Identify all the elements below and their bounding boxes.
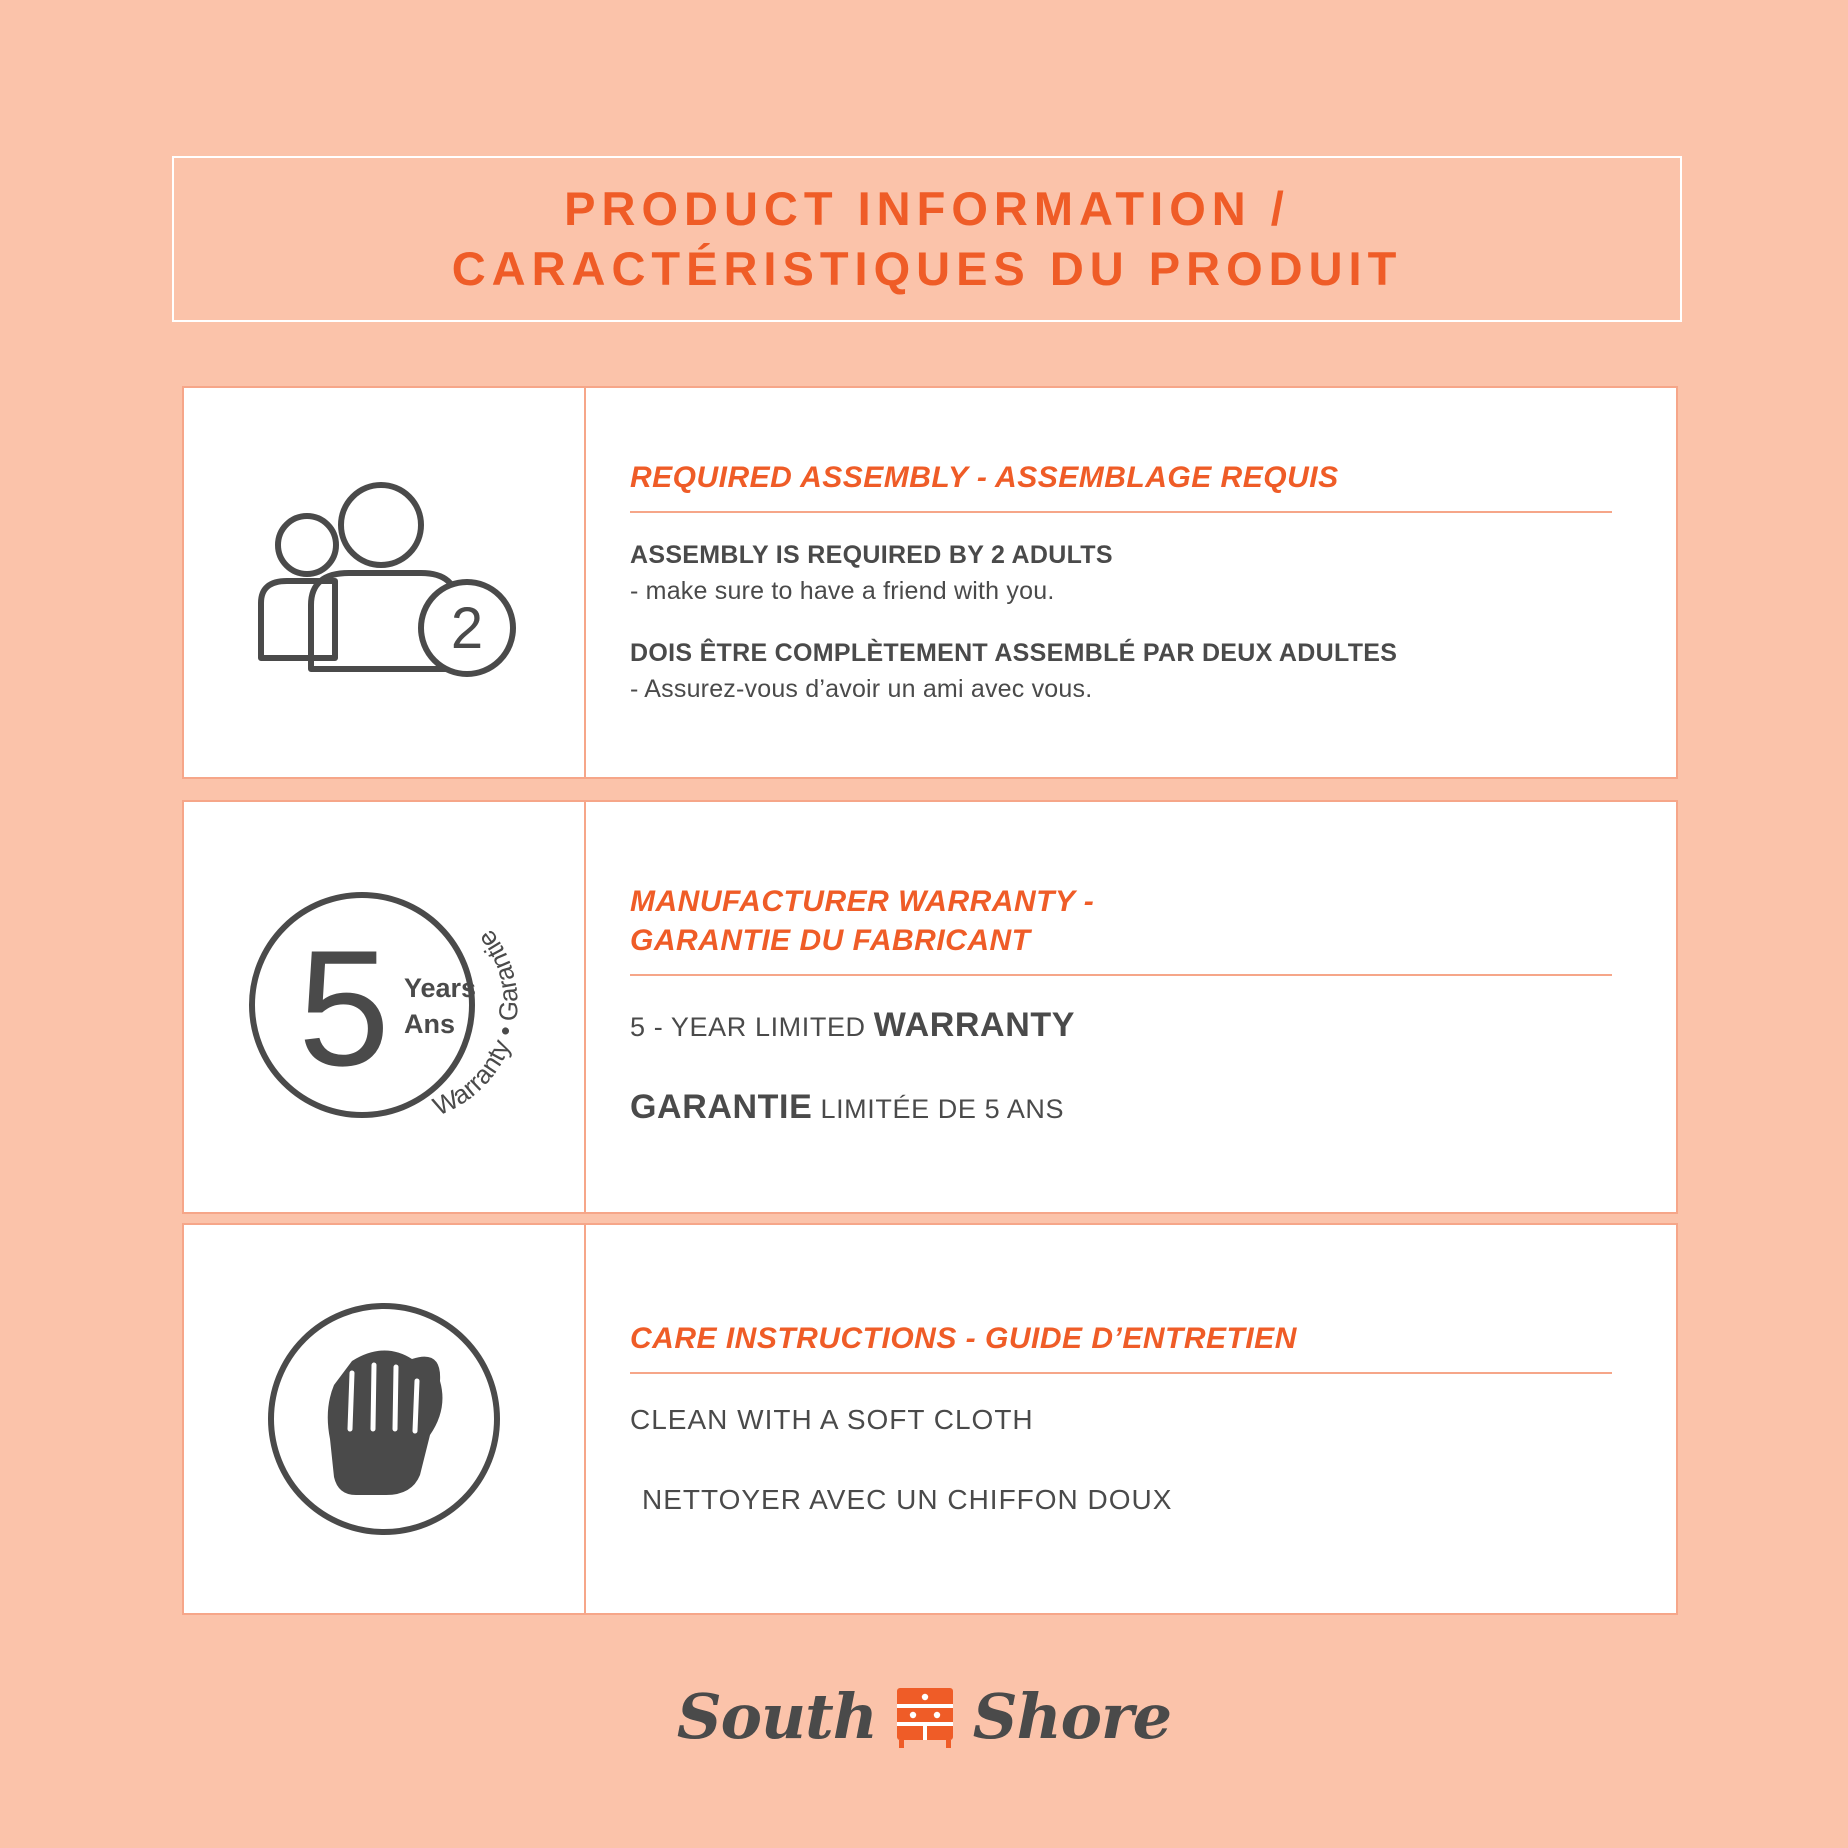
page-title-line-en: PRODUCT INFORMATION /: [564, 181, 1290, 235]
warranty-text-block: [584, 802, 1676, 1212]
assembly-fr-note: - Assurez-vous d’avoir un ami avec vous.: [630, 674, 1093, 703]
warranty-seal-icon: [184, 802, 584, 1212]
logo-word-south: South: [676, 1680, 877, 1753]
warranty-en-prefix: 5 - YEAR LIMITED: [630, 1012, 874, 1043]
page-title: [172, 156, 1682, 322]
assembly-divider: [630, 511, 1612, 513]
svg-text:5: 5: [298, 916, 390, 1100]
svg-text:2: 2: [450, 595, 484, 661]
assembly-en-note: - make sure to have a friend with you.: [630, 576, 1055, 605]
logo-word-shore: Shore: [972, 1680, 1172, 1753]
warranty-fr-emphasis: GARANTIE: [630, 1088, 813, 1126]
care-heading: CARE INSTRUCTIONS - GUIDE D’ENTRETIEN: [630, 1322, 1297, 1356]
warranty-fr-line: [630, 1084, 1632, 1132]
warranty-en-line: [630, 1002, 1632, 1050]
warranty-divider: [630, 974, 1612, 976]
page-title-line-fr: CARACTÉRISTIQUES DU PRODUIT: [451, 242, 1403, 295]
warranty-fr-suffix: LIMITÉE DE 5 ANS: [812, 1094, 1065, 1124]
section-required-assembly: [182, 386, 1678, 779]
care-en-text: CLEAN WITH A SOFT CLOTH: [630, 1404, 1034, 1436]
section-manufacturer-warranty: [182, 800, 1678, 1214]
assembly-en-strong: ASSEMBLY IS REQUIRED BY 2 ADULTS: [630, 541, 1113, 569]
assembly-text-block: [584, 388, 1676, 777]
two-people-icon: [184, 388, 584, 777]
warranty-heading-fr: GARANTIE DU FABRICANT: [630, 924, 1031, 958]
care-text-block: [584, 1225, 1676, 1613]
warranty-en-emphasis: WARRANTY: [873, 1006, 1075, 1045]
svg-text:Warranty • Garantie: Warranty • Garantie: [428, 924, 524, 1122]
svg-text:Ans: Ans: [404, 1009, 456, 1039]
warranty-heading-en: MANUFACTURER WARRANTY -: [630, 885, 1095, 919]
assembly-fr-strong: DOIS ÊTRE COMPLÈTEMENT ASSEMBLÉ PAR DEUX ADULTES: [630, 639, 1398, 667]
svg-text:Years: Years: [404, 973, 477, 1003]
dresser-icon: [893, 1682, 957, 1752]
care-fr-text: NETTOYER AVEC UN CHIFFON DOUX: [642, 1483, 1173, 1515]
section-care-instructions: [182, 1223, 1678, 1615]
warranty-heading: [630, 882, 1632, 960]
assembly-heading: REQUIRED ASSEMBLY - ASSEMBLAGE REQUIS: [630, 461, 1339, 494]
brand-logo: [0, 1680, 1848, 1753]
care-divider: [630, 1372, 1612, 1374]
hand-with-cloth-icon: [184, 1225, 584, 1613]
